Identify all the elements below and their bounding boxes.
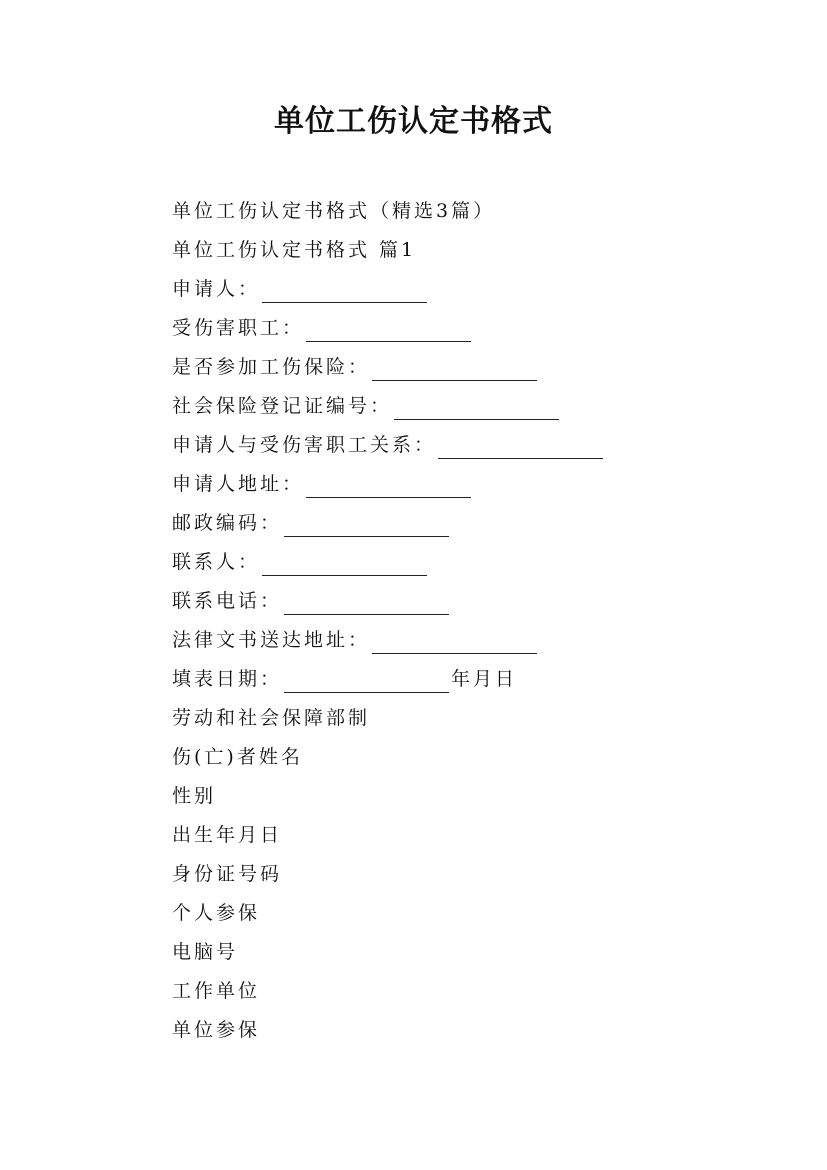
contact-row bbox=[172, 543, 772, 582]
phone-blank bbox=[284, 589, 449, 615]
phone-label: 联系电话： bbox=[172, 590, 283, 612]
legal-address-row bbox=[172, 621, 772, 660]
fill-date-blank bbox=[284, 667, 449, 693]
work-unit-line: 工作单位 bbox=[172, 980, 261, 1002]
postcode-row bbox=[172, 504, 772, 543]
injured-worker-row bbox=[172, 309, 772, 348]
applicant-row bbox=[172, 270, 772, 309]
document-subtitle: 单位工伤认定书格式（精选3篇） bbox=[172, 200, 496, 222]
insured-blank bbox=[372, 355, 537, 381]
name-line: 伤(亡)者姓名 bbox=[172, 746, 303, 768]
applicant-address-label: 申请人地址： bbox=[172, 473, 305, 495]
gender-line: 性别 bbox=[172, 785, 217, 807]
section-heading: 单位工伤认定书格式 篇1 bbox=[172, 239, 417, 261]
fill-date-label: 填表日期： bbox=[172, 668, 283, 690]
applicant-label: 申请人： bbox=[172, 278, 261, 300]
insured-label: 是否参加工伤保险： bbox=[172, 356, 371, 378]
relationship-label: 申请人与受伤害职工关系： bbox=[172, 434, 437, 456]
applicant-blank bbox=[262, 277, 427, 303]
birth-line: 出生年月日 bbox=[172, 824, 283, 846]
insurance-no-row bbox=[172, 387, 772, 426]
unit-insurance-line: 单位参保 bbox=[172, 1019, 261, 1041]
relationship-row bbox=[172, 426, 772, 465]
contact-blank bbox=[262, 550, 427, 576]
document-body bbox=[172, 192, 772, 1050]
postcode-label: 邮政编码： bbox=[172, 512, 283, 534]
insured-row bbox=[172, 348, 772, 387]
injured-worker-blank bbox=[306, 316, 471, 342]
postcode-blank bbox=[284, 511, 449, 537]
relationship-blank bbox=[438, 433, 603, 459]
fill-date-suffix: 年月日 bbox=[451, 668, 518, 690]
legal-address-label: 法律文书送达地址： bbox=[172, 629, 371, 651]
page-title: 单位工伤认定书格式 bbox=[274, 104, 553, 139]
injured-worker-label: 受伤害职工： bbox=[172, 317, 305, 339]
computer-number-line: 电脑号 bbox=[172, 941, 239, 963]
legal-address-blank bbox=[372, 628, 537, 654]
phone-row bbox=[172, 582, 772, 621]
id-number-line: 身份证号码 bbox=[172, 863, 283, 885]
applicant-address-blank bbox=[306, 472, 471, 498]
applicant-address-row bbox=[172, 465, 772, 504]
personal-insurance-line: 个人参保 bbox=[172, 902, 261, 924]
fill-date-row bbox=[172, 660, 772, 699]
ministry-line: 劳动和社会保障部制 bbox=[172, 707, 371, 729]
insurance-no-label: 社会保险登记证编号： bbox=[172, 395, 393, 417]
contact-label: 联系人： bbox=[172, 551, 261, 573]
insurance-no-blank bbox=[394, 394, 559, 420]
